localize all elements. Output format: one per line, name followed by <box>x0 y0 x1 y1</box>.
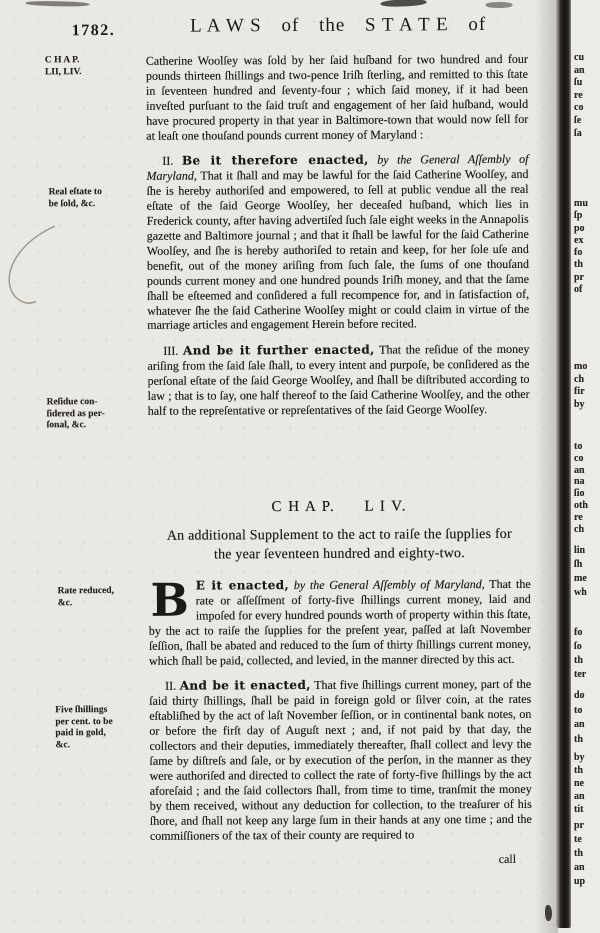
next-page-text-fragment: mo ch fir by <box>574 361 588 410</box>
header-word-of: of <box>281 14 300 37</box>
chapter-title: An additional Supplement to the act to raiſe the ſupplies for the year ſeventeen hundred and eighty-two. <box>166 526 512 563</box>
next-page-text-fragment: lin ſh me wh <box>574 545 587 598</box>
next-page-edge <box>571 0 600 933</box>
pen-stroke-mark <box>1 216 64 316</box>
header-word-the: the <box>318 14 346 36</box>
section-text: That five ſhillings current money, part of the ſaid thirty ſhillings, ſhall be paid in foreign gold or ſilver coin, at the rates eſtabliſhed by the act of laſt November ſeſſion, or in continental bank notes, on or before the firſt day of Auguſt next ; and, if not paid by that day, the collectors and their deputies, immediately thereafter, ſhall collect and levy the ſame by diſtreſs and ſale, or by execution of the perſon, in the manner as they were authoriſed and directed to collect the rate of forty-five ſhillings by the act aforeſaid ; and the ſaid collectors ſhall, from time to time, tranſmit the money by them received, without any deduction for collection, to the treaſurer of his ſhore, and ſhall not keep any large ſum in their hands at any one time ; and the commiſſioners of the tax of their county are required to <box>149 677 532 843</box>
header-word-laws: L A W S <box>190 15 262 37</box>
margin-note-rate-reduced: Rate reduced, &c. <box>57 585 114 608</box>
section-number: II. <box>165 679 177 694</box>
margin-note-chapter-ref: C H A P. LII, LIV. <box>44 55 82 77</box>
section-number: II. <box>162 154 174 169</box>
next-page-text-fragment: do to an th <box>574 690 585 745</box>
section-text: That the rate or aſſeſſment of forty-five ſhillings current money, laid and impoſed for every hundred pounds worth of property within this ſtate, by the act to raiſe the ſupplies for the preſent year, paſſed at laſt November ſeſſion, ſhall be abated and reduced to the ſum of thirty ſhillings current money, which ſhall be paid, collected, and levied, in the manner directed by this act. <box>148 576 531 668</box>
paragraph-be-it-enacted <box>148 573 531 668</box>
assembly-attribution: by the General Aſſembly of Maryland, <box>293 577 485 593</box>
catchword: call <box>498 852 517 867</box>
ink-smudge <box>380 0 426 7</box>
ink-smudge <box>26 1 90 7</box>
drop-cap: B <box>150 573 189 627</box>
paragraph-section-2 <box>146 152 529 333</box>
margin-note-residue: Reſidue con- ſidered as per- ſonal, &c. <box>46 397 105 431</box>
chapter-label: C H A P. <box>271 498 336 516</box>
running-header-title <box>146 14 531 38</box>
paragraph-section-2-act <box>149 677 532 843</box>
next-page-text-fragment: to co an na ſio oth re ch <box>574 441 588 535</box>
paragraph-section-3 <box>147 342 529 419</box>
gutter-shadow <box>534 0 558 933</box>
header-word-of2: of <box>468 14 487 36</box>
margin-note-real-estate: Real eſtate to be ſold, &c. <box>48 187 102 209</box>
next-page-text-fragment: by th ne an tit <box>574 752 585 815</box>
header-word-state: S T A T E <box>364 14 449 36</box>
next-page-text-fragment: mu ſp po ex fo th pr of <box>574 198 588 296</box>
enacting-clause: E it enacted, <box>195 578 290 593</box>
ink-smudge <box>486 2 513 8</box>
ink-smudge <box>545 905 552 921</box>
book-gutter-band <box>556 0 572 928</box>
paragraph-catherine-woolsey: Catherine Woolſey was ſold by her ſaid huſband for two hundred and four pounds thirteen ſhillings and two-pence Iriſh ſterling, and remitted to this ſtate in ſeventeen hundred and ſeventy-four ; which ſaid money, if it had been inveſted purſuant to the ſaid truſt and engagement of her ſaid huſband, would have procured property in that year in Baltimore-town that would now ſell for at leaſt one thouſand pounds current money of Maryland : <box>145 51 529 143</box>
section-number: III. <box>163 343 179 359</box>
chapter-heading-block <box>148 499 530 565</box>
margin-note-five-shillings: Five ſhillings per cent. to be paid in gold, &c. <box>55 705 113 750</box>
chapter-numeral: L I V. <box>364 498 407 515</box>
next-page-text-fragment: cu an ſu re co ſe ſa <box>574 52 585 139</box>
enacting-clause: And be it further enacted, <box>182 342 375 358</box>
section-text: That it ſhall and may be lawful for the ſaid Catherine Woolſey, and ſhe is hereby authoriſed and empowered, to ſell at public vendue all the real eſtate of the ſaid George Woolſey, her deceaſed huſband, which lies in Frederick county, after having advertiſed ſuch ſale eight weeks in the Annapolis gazette and Baltimore journal ; and that it ſhall be lawful for the ſaid Catherine Woolſey, and ſhe is hereby authoriſed to retain and keep, for her ſole uſe and benefit, out of the money ariſing from ſuch ſale, the ſums of one thouſand pounds current money and one hundred pounds Iriſh money, and that the ſame ſhall be eſteemed and conſidered a full recompence for, and in ſatisfaction of, whatever ſhe the ſaid Catherine Woolſey might or could claim in virtue of the marriage articles and engagement Herein before recited. <box>146 167 530 333</box>
enacting-clause: And be it enacted, <box>179 678 311 694</box>
next-page-text-fragment: fo ſo th ter <box>574 627 587 680</box>
next-page-text-fragment: pr te th an up <box>574 820 586 887</box>
section-text: That the reſidue of the money ariſing from the ſaid ſale ſhall, to every intent and purpoſe, be conſidered as the perſonal eſtate of the ſaid George Woolſey, and ſhall be diſtributed according to law ; that is to ſay, one half thereof to the ſaid Catherine Woolſey, and the other half to the repreſentative or repreſentatives of the ſaid George Woolſey. <box>147 342 530 418</box>
chapter-heading <box>148 499 530 516</box>
text-column-lower <box>148 573 533 869</box>
running-header-year: 1782. <box>71 21 116 40</box>
enacting-clause: Be it therefore enacted, <box>181 153 369 169</box>
text-column-upper <box>146 52 530 419</box>
assembly-attribution: by the General Aſſembly of Maryland, <box>146 152 529 184</box>
